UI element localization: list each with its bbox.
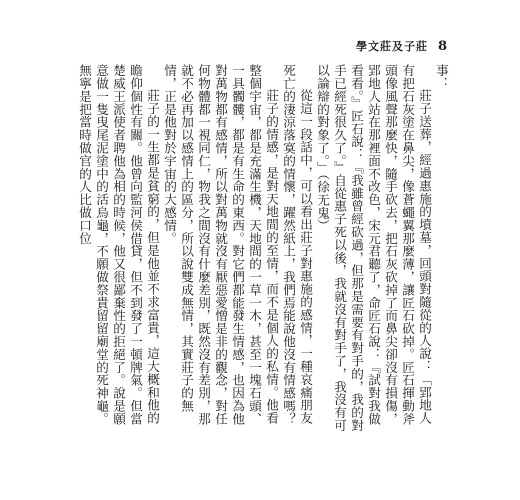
paragraph-poverty: 莊子的一生都是貧窮的，但是他並不求富貴，這大概和他的瞻仰個性有關。他曾向監河侯借貸，但不到發了一頓牌氣。但當楚威王派使者聘他為相的時候，他又很鄙棄性的拒絕了。說是願意做一隻曳尾泥塗中的活烏龜，不願做祭貴留留廟堂的死神龜。無寧是把當時做官的人比做口位 xyxy=(77,64,160,426)
paragraph-lead: 事： xyxy=(434,64,449,90)
vertical-text-body xyxy=(50,64,450,454)
running-header xyxy=(356,38,448,54)
paragraph-funeral-story: 莊子送葬，經過惠施的墳墓，回頭對隨從的人說：「郢地人有把石灰塗在鼻尖，像蒼蠅翼那麼薄，讓匠石砍掉。匠石揮動斧頭像風聲那麼快，隨手砍去，把石灰砍掉了而鼻尖卻沒有損傷，郢地人站在那裡面不改色，宋元君聽了，命匠石說：『試對我做看看。』匠石說：『我雖曾經砍過，但那是需要有對手的，我的對手已經死很久了。』自從惠子死以後，我就沒有對手了，我沒有可以論辯的對象了。」（徐无鬼） xyxy=(315,64,432,432)
header-title: 學文莊及子莊 xyxy=(355,40,428,53)
paragraph-emotion: 從這一段話中，可以看出莊子對惠施的感情，一種哀痛朋友死亡的淒涼落寞的情懷，躍然紙上，我們焉能說他沒有情感嗎？ xyxy=(281,64,313,426)
paragraph-universal-feeling: 莊子的情感，是對天地間的至情，而不是個人的私情。他看整個宇宙，都是充滿生機，天地間的一草一木，甚至一塊石頭、一具髑髏，都是有生命的東西。對它們都能發生情感，也因為他對萬物都有感情，所以對萬物就沒有厭惡愛憎是非的觀念，對任何物體都一視同仁，物我之間沒有什麼差別，既然沒有差別，那就不必再加以感情上的區分，所以說雙成無情，其實莊子的無情，正是他對於宇宙的大感情。 xyxy=(162,64,279,426)
page-number: 8 xyxy=(437,39,448,54)
